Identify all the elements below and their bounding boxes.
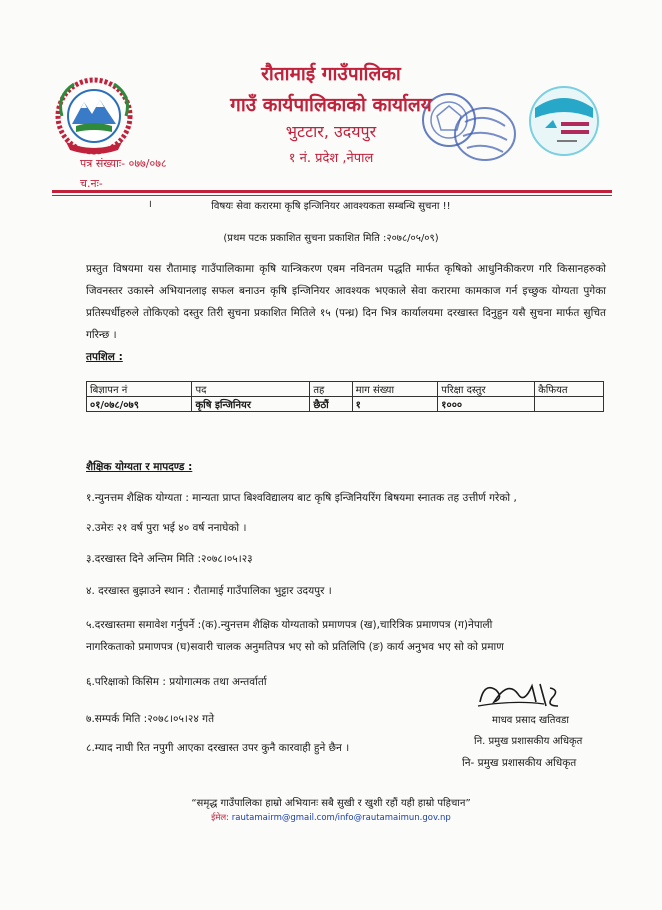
header-divider-thin bbox=[52, 195, 612, 196]
col-remarks: कैफियत bbox=[535, 382, 604, 397]
table-header-row bbox=[87, 382, 604, 397]
email-address[interactable]: rautamairm@gmail.com/info@rautamaimun.gov.np bbox=[231, 813, 451, 823]
publish-info: (प्रथम पटक प्रकाशित सुचना प्रकाशित मिति :२०७८/०५/०९) bbox=[223, 233, 439, 244]
cell-level: छैठौं bbox=[310, 397, 352, 412]
signatory-post-stamp: नि- प्रमुख प्रशासकीय अधिकृत bbox=[462, 757, 577, 769]
tick-mark: । bbox=[148, 199, 152, 210]
notice-body: प्रस्तुत विषयमा यस रौतामाइ गाउँपालिकामा कृषि यान्त्रिकरण एबम नविनतम पद्धति मार्फत कृषिको आधुनिकीकरण गरि किसानहरुको जिवनस्तर उकास्ने अभियानलाइ सफल बनाउन कृषि इन्जिनियर आवश्यक भएकाले सेवा करारमा कामकाज गर्न इच्छुक योग्यता पुगेका प्रतिस्पर्धीहरुले तोकिएको दस्तुर तिरी सुचना प्रकाशित मितिले १५ (पन्ध्र) दिन भित्र कार्यालयमा दरखास्त दिनुहुन यसै सुचना मार्फत सुचित गरिन्छ । bbox=[86, 263, 606, 341]
cell-post: कृषि इन्जिनियर bbox=[192, 397, 310, 412]
vacancy-table bbox=[86, 381, 604, 412]
qualification-heading: शैक्षिक योग्यता र मापदण्ड : bbox=[86, 461, 193, 473]
list-item: ५.दरखास्तमा समावेश गर्नुपर्ने :(क).न्युनत्तम शैक्षिक योग्यताको प्रमाणपत्र (ख),चारित्रिक प्रमाणपत्र (ग)नेपाली bbox=[86, 619, 493, 631]
list-item: ३.दरखास्त दिने अन्तिम मिति :२०७८।०५।२३ bbox=[86, 553, 253, 565]
col-demand: माग संख्या bbox=[352, 382, 438, 397]
cell-remarks bbox=[535, 397, 604, 412]
details-heading: तपशिल : bbox=[86, 351, 123, 363]
list-item: १.न्युनत्तम शैक्षिक योग्यता : मान्यता प्राप्त बिश्वविद्यालय बाट कृषि इन्जिनियरिंग बिषयमा स्नातक तह उत्तीर्ण गरेको , bbox=[86, 492, 517, 504]
col-ad-number: बिज्ञापन नं bbox=[87, 382, 192, 397]
col-post: पद bbox=[192, 382, 310, 397]
footer-email bbox=[0, 812, 662, 823]
list-item: ६.परिक्षाको किसिम : प्रयोगात्मक तथा अन्तर्वार्ता bbox=[86, 676, 267, 688]
signature-icon bbox=[474, 676, 564, 712]
col-exam-fee: परिक्षा दस्तुर bbox=[438, 382, 535, 397]
notice-subject: विषयः सेवा करारमा कृषि इन्जिनियर आवश्यकता सम्बन्धि सुचना !! bbox=[211, 201, 451, 212]
signatory-post: नि. प्रमुख प्रशासकीय अधिकृत bbox=[474, 736, 583, 747]
office-location: भुटटार, उदयपुर bbox=[285, 122, 377, 141]
dispatch-number: च.नः- bbox=[80, 177, 103, 190]
email-label: ईमेल: bbox=[211, 813, 230, 823]
office-province: १ नं. प्रदेश ,नेपाल bbox=[288, 151, 374, 166]
list-item: नागरिकताको प्रमाणपत्र (घ)सवारी चालक अनुमतिपत्र भए सो को प्रतिलिपि (ङ) कार्य अनुभव भए सो को प्रमाण bbox=[86, 641, 504, 653]
list-item: ७.सम्पर्क मिति :२०७८।०५।२४ गते bbox=[86, 713, 215, 725]
table-row bbox=[87, 397, 604, 412]
col-level: तह bbox=[310, 382, 352, 397]
letter-number: पत्र संख्याः- ०७७/०७८ bbox=[80, 157, 167, 170]
org-name: रौतामाई गाउँपालिका bbox=[261, 63, 401, 85]
list-item: ४. दरखास्त बुझाउने स्थान : रौतामाई गाउँपालिका भुट्टार उदयपुर । bbox=[86, 585, 332, 597]
cell-exam-fee: १००० bbox=[438, 397, 535, 412]
signatory-name: माधव प्रसाद खतिवडा bbox=[492, 715, 569, 726]
office-name: गाउँ कार्यपालिकाको कार्यालय bbox=[230, 94, 432, 116]
cell-demand: १ bbox=[352, 397, 438, 412]
footer-slogan: “समृद्ध गाउँपालिका हाम्रो अभियानः सबै सुखी र खुशी रहौं यही हाम्रो पहिचान” bbox=[191, 798, 471, 809]
list-item: ८.म्याद नाघी रित नपुगी आएका दरखास्त उपर कुनै कारवाही हुने छैन । bbox=[86, 742, 350, 754]
cell-ad-number: ०१/०७८/०७९ bbox=[87, 397, 192, 412]
list-item: २.उमेरः २१ वर्ष पुरा भई ४० वर्ष ननाघेको । bbox=[86, 522, 247, 534]
header-divider bbox=[52, 190, 612, 193]
